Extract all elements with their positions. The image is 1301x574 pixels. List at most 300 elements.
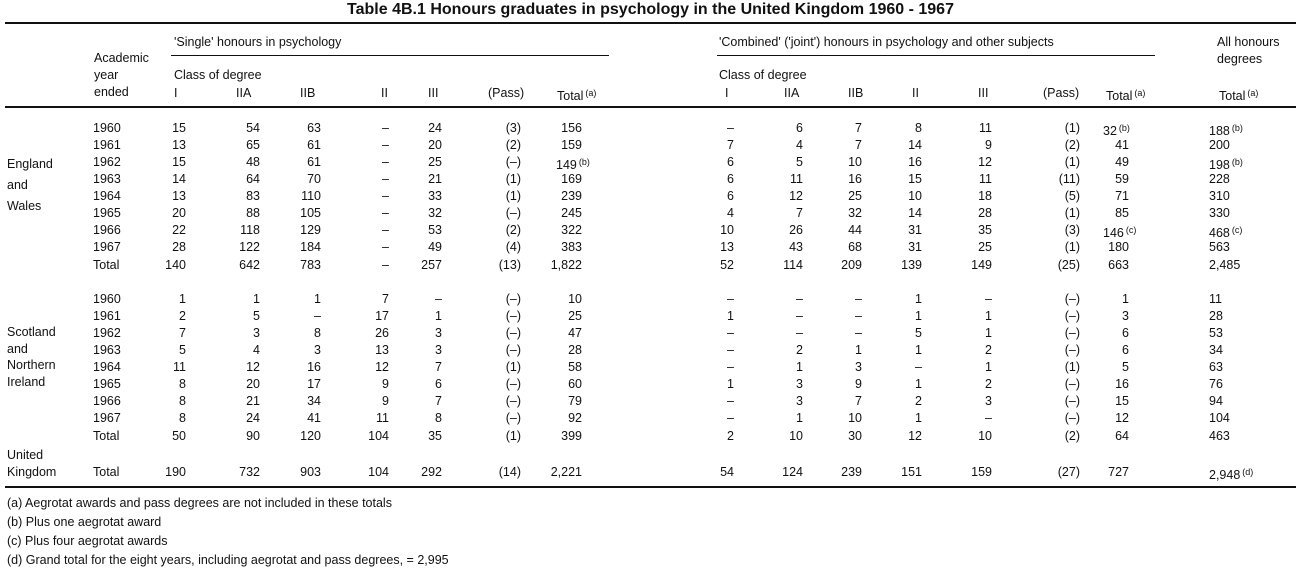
year-cell: 1962 xyxy=(93,155,121,169)
cell-value: 6 xyxy=(727,155,734,169)
cell-value: 2,948 xyxy=(1209,468,1241,482)
combined-cell xyxy=(901,465,922,479)
cell-value: 11 xyxy=(173,360,186,374)
cell-value: 49 xyxy=(428,240,442,254)
combined-cell xyxy=(1059,172,1080,186)
cell-value: (2) xyxy=(1064,429,1080,443)
cell-value: 105 xyxy=(300,206,321,220)
cell-value: 1 xyxy=(985,309,992,323)
cell-value: 26 xyxy=(375,326,389,340)
combined-cell xyxy=(901,258,922,272)
cell-value: 239 xyxy=(561,189,582,203)
all-honours-cell xyxy=(1209,240,1230,254)
cell-value: 2 xyxy=(796,343,803,357)
single-cell xyxy=(239,240,260,254)
single-cell xyxy=(506,189,521,203)
cell-value: 26 xyxy=(789,223,803,237)
combined-cell xyxy=(727,326,734,340)
single-cell xyxy=(568,326,582,340)
cell-value: 10 xyxy=(848,155,862,169)
all-honours-cell xyxy=(1209,138,1230,152)
all-honours-cell xyxy=(1209,326,1223,340)
cell-value: 2 xyxy=(915,394,922,408)
single-cell xyxy=(307,411,321,425)
cell-value: 59 xyxy=(1115,172,1129,186)
cell-value: – xyxy=(727,326,734,340)
single-cell xyxy=(300,465,321,479)
combined-cell xyxy=(1065,411,1080,425)
cell-value: 1 xyxy=(314,292,321,306)
single-cell xyxy=(314,292,321,306)
year-cell: 1960 xyxy=(93,121,121,135)
single-cell xyxy=(556,155,590,172)
cell-value: 156 xyxy=(561,121,582,135)
cell-value: 1 xyxy=(796,360,803,374)
cell-value: (1) xyxy=(1064,206,1080,220)
single-cell xyxy=(246,172,260,186)
combined-cell xyxy=(985,292,992,306)
top-rule xyxy=(5,22,1296,24)
single-col-header-1 xyxy=(236,86,251,100)
year-cell: Total xyxy=(93,429,120,443)
cell-value: 463 xyxy=(1209,429,1230,443)
cell-value: 61 xyxy=(307,138,321,152)
cell-value: 92 xyxy=(568,411,582,425)
combined-cell xyxy=(855,326,862,340)
combined-cell xyxy=(727,309,734,323)
region-label: Scotland xyxy=(7,325,56,339)
cell-value: 399 xyxy=(561,429,582,443)
cell-value: 3 xyxy=(855,360,862,374)
single-cell xyxy=(246,155,260,169)
cell-value: 180 xyxy=(1108,240,1129,254)
single-cell xyxy=(300,206,321,220)
cell-value: 9 xyxy=(382,394,389,408)
cell-value: 15 xyxy=(908,172,922,186)
cell-value: (3) xyxy=(1064,223,1080,237)
cell-value: 7 xyxy=(855,394,862,408)
combined-cell xyxy=(848,172,862,186)
single-cell xyxy=(246,377,260,391)
single-cell xyxy=(368,429,389,443)
combined-cell xyxy=(1115,189,1129,203)
combined-cell xyxy=(848,223,862,237)
region-label: United xyxy=(7,448,44,462)
cell-value: 1 xyxy=(253,292,260,306)
single-cell xyxy=(506,138,521,152)
combined-cell xyxy=(979,121,992,135)
single-cell xyxy=(499,465,521,479)
region-label: Ireland xyxy=(7,375,46,389)
year-cell: 1967 xyxy=(93,240,121,254)
combined-cell xyxy=(1065,138,1080,152)
cell-value: 4 xyxy=(727,206,734,220)
cell-value: 15 xyxy=(172,121,186,135)
combined-cell xyxy=(1115,138,1129,152)
cell-value: 1 xyxy=(985,360,992,374)
combined-cell xyxy=(796,138,803,152)
combined-cell xyxy=(985,411,992,425)
combined-cell xyxy=(848,189,862,203)
combined-cell xyxy=(848,206,862,220)
single-cell xyxy=(307,172,321,186)
single-cell xyxy=(435,309,442,323)
single-cell xyxy=(246,138,260,152)
cell-value: (–) xyxy=(1064,292,1080,306)
single-cell xyxy=(240,223,260,237)
combined-cell xyxy=(841,465,862,479)
single-cell xyxy=(428,189,442,203)
cell-value: 104 xyxy=(1209,411,1230,425)
single-cell xyxy=(435,394,442,408)
cell-value: (1) xyxy=(1064,155,1080,169)
single-cell xyxy=(561,240,582,254)
cell-note: (c) xyxy=(1231,225,1243,235)
single-cell xyxy=(300,223,321,237)
all-honours-cell xyxy=(1209,360,1223,374)
single-cell xyxy=(307,138,321,152)
cell-value: – xyxy=(727,411,734,425)
cell-value: – xyxy=(382,138,389,152)
single-cell xyxy=(382,377,389,391)
year-cell: 1960 xyxy=(93,292,121,306)
combined-cell xyxy=(789,189,803,203)
single-cell xyxy=(568,411,582,425)
combined-cell xyxy=(848,411,862,425)
single-cell xyxy=(179,292,186,306)
combined-cell xyxy=(908,223,922,237)
single-cell xyxy=(499,258,521,272)
table-title: Table 4B.1 Honours graduates in psychology in the United Kingdom 1960 - 1967 xyxy=(347,1,954,18)
combined-cell xyxy=(1115,394,1129,408)
single-col-header-text: (Pass) xyxy=(488,86,525,100)
cell-value: 53 xyxy=(428,223,442,237)
cell-value: 146 xyxy=(1103,226,1124,240)
combined-cell xyxy=(1065,343,1080,357)
cell-value: (13) xyxy=(498,258,521,272)
combined-cell xyxy=(908,172,922,186)
combined-cell xyxy=(978,189,992,203)
cell-value: (1) xyxy=(1064,121,1080,135)
single-col-header-0 xyxy=(174,86,177,100)
year-cell: 1967 xyxy=(93,411,121,425)
combined-col-header-text: IIA xyxy=(784,86,800,100)
cell-value: 12 xyxy=(789,189,803,203)
cell-value: (–) xyxy=(505,394,521,408)
cell-value: 8 xyxy=(179,377,186,391)
combined-col-header-text: (Pass) xyxy=(1043,86,1080,100)
footnote: (b) Plus one aegrotat award xyxy=(7,515,162,529)
cell-value: 54 xyxy=(720,465,734,479)
combined-cell xyxy=(915,343,922,357)
cell-value: 24 xyxy=(428,121,442,135)
cell-value: 4 xyxy=(253,343,260,357)
cell-value: 11 xyxy=(1209,292,1222,306)
combined-cell xyxy=(796,360,803,374)
combined-cell xyxy=(855,343,862,357)
cell-value: – xyxy=(435,292,442,306)
single-cell xyxy=(382,292,389,306)
cell-value: 53 xyxy=(1209,326,1223,340)
cell-value: 1 xyxy=(796,411,803,425)
cell-value: 322 xyxy=(561,223,582,237)
single-col-header-text: IIA xyxy=(236,86,252,100)
single-cell xyxy=(179,411,186,425)
single-cell xyxy=(435,360,442,374)
region-label: and xyxy=(7,342,28,356)
cell-value: 1,822 xyxy=(550,258,582,272)
combined-cell xyxy=(985,343,992,357)
combined-cell xyxy=(908,189,922,203)
combined-cell xyxy=(727,429,734,443)
combined-cell xyxy=(1108,465,1129,479)
cell-value: 1 xyxy=(727,309,734,323)
single-cell xyxy=(561,138,582,152)
cell-value: 44 xyxy=(848,223,862,237)
combined-group-rule xyxy=(717,55,1155,56)
combined-cell xyxy=(1058,465,1080,479)
cell-value: 64 xyxy=(246,172,260,186)
all-honours-cell xyxy=(1209,309,1223,323)
single-cell xyxy=(551,465,582,479)
single-cell xyxy=(561,206,582,220)
cell-note: (d) xyxy=(1242,467,1254,477)
cell-value: 54 xyxy=(246,121,260,135)
combined-cell xyxy=(796,206,803,220)
single-cell xyxy=(314,343,321,357)
cell-value: (25) xyxy=(1057,258,1080,272)
single-cell xyxy=(428,172,442,186)
cell-value: 7 xyxy=(435,360,442,374)
cell-value: 10 xyxy=(848,411,862,425)
single-cell xyxy=(179,309,186,323)
footnote: (c) Plus four aegrotat awards xyxy=(7,534,168,548)
combined-cell xyxy=(782,465,803,479)
cell-value: (–) xyxy=(505,155,521,169)
cell-value: 13 xyxy=(172,189,186,203)
cell-value: 10 xyxy=(978,429,992,443)
combined-cell xyxy=(789,223,803,237)
single-class-of-degree-label: Class of degree xyxy=(174,68,262,82)
single-cell xyxy=(506,223,521,237)
cell-value: 25 xyxy=(978,240,992,254)
single-honours-group-label: 'Single' honours in psychology xyxy=(174,35,342,49)
cell-value: – xyxy=(727,394,734,408)
cell-value: 7 xyxy=(796,206,803,220)
cell-value: 28 xyxy=(568,343,582,357)
cell-value: (–) xyxy=(505,326,521,340)
cell-value: (1) xyxy=(1064,360,1080,374)
cell-value: 8 xyxy=(915,121,922,135)
combined-cell xyxy=(979,172,992,186)
single-cell xyxy=(375,343,389,357)
cell-value: 188 xyxy=(1209,124,1230,138)
cell-value: 20 xyxy=(246,377,260,391)
cell-value: 663 xyxy=(1108,258,1129,272)
cell-value: 2 xyxy=(985,377,992,391)
all-col-header xyxy=(1219,86,1258,103)
combined-cell xyxy=(915,411,922,425)
cell-value: 5 xyxy=(1122,360,1129,374)
single-col-header-text: IIB xyxy=(300,86,316,100)
single-cell xyxy=(300,429,321,443)
cell-value: (1) xyxy=(505,189,521,203)
combined-col-header-text: IIB xyxy=(848,86,864,100)
year-cell: 1961 xyxy=(93,309,121,323)
combined-cell xyxy=(783,258,803,272)
cell-value: 11 xyxy=(979,172,992,186)
cell-value: (4) xyxy=(505,240,521,254)
cell-value: 17 xyxy=(375,309,389,323)
combined-cell xyxy=(796,155,803,169)
single-cell xyxy=(246,189,260,203)
single-cell xyxy=(506,394,521,408)
cell-value: 71 xyxy=(1115,189,1129,203)
cell-value: 17 xyxy=(307,377,321,391)
cell-value: 10 xyxy=(908,189,922,203)
single-col-header-text: III xyxy=(428,86,439,100)
single-cell xyxy=(382,240,389,254)
single-cell xyxy=(506,292,521,306)
cell-value: 34 xyxy=(1209,343,1223,357)
all-honours-cell xyxy=(1209,155,1243,172)
cell-value: 21 xyxy=(246,394,260,408)
single-cell xyxy=(382,258,389,272)
cell-value: 20 xyxy=(172,206,186,220)
combined-cell xyxy=(727,292,734,306)
combined-cell xyxy=(1065,189,1080,203)
all-honours-cell xyxy=(1209,429,1230,443)
cell-value: 16 xyxy=(848,172,862,186)
single-cell xyxy=(314,309,321,323)
cell-value: 184 xyxy=(300,240,321,254)
combined-cell xyxy=(855,292,862,306)
cell-value: (–) xyxy=(505,206,521,220)
cell-value: 118 xyxy=(240,223,260,237)
single-cell xyxy=(179,326,186,340)
single-cell xyxy=(307,360,321,374)
combined-cell xyxy=(789,429,803,443)
cell-value: 1 xyxy=(915,343,922,357)
cell-value: 11 xyxy=(376,411,389,425)
bottom-rule xyxy=(5,486,1296,488)
combined-cell xyxy=(855,309,862,323)
cell-value: 35 xyxy=(428,429,442,443)
single-cell xyxy=(172,121,186,135)
single-cell xyxy=(568,343,582,357)
cell-value: – xyxy=(796,292,803,306)
cell-value: (–) xyxy=(1064,343,1080,357)
single-cell xyxy=(300,240,321,254)
combined-cell xyxy=(796,309,803,323)
cell-value: 1 xyxy=(915,377,922,391)
single-cell xyxy=(428,155,442,169)
cell-value: – xyxy=(855,326,862,340)
single-cell xyxy=(253,309,260,323)
cell-value: (–) xyxy=(1064,411,1080,425)
single-cell xyxy=(435,326,442,340)
all-honours-cell xyxy=(1209,411,1230,425)
single-col-header-3 xyxy=(381,86,388,100)
combined-cell xyxy=(848,155,862,169)
single-cell xyxy=(382,172,389,186)
combined-cell xyxy=(1065,121,1080,135)
cell-value: 85 xyxy=(1115,206,1129,220)
year-cell: 1965 xyxy=(93,377,121,391)
cell-value: 12 xyxy=(1115,411,1129,425)
cell-value: 149 xyxy=(971,258,992,272)
cell-value: 64 xyxy=(1115,429,1129,443)
cell-value: 7 xyxy=(855,138,862,152)
cell-value: – xyxy=(382,189,389,203)
single-cell xyxy=(435,411,442,425)
combined-col-header-5 xyxy=(1043,86,1079,100)
cell-value: – xyxy=(915,360,922,374)
single-cell xyxy=(382,223,389,237)
year-cell: Total xyxy=(93,465,120,479)
footnote: (a) Aegrotat awards and pass degrees are not included in these totals xyxy=(7,496,392,510)
single-cell xyxy=(172,172,186,186)
single-cell xyxy=(172,206,186,220)
cell-value: 63 xyxy=(307,121,321,135)
combined-cell xyxy=(978,240,992,254)
combined-col-header-text: Total xyxy=(1106,89,1133,103)
single-cell xyxy=(165,258,186,272)
cell-value: 727 xyxy=(1108,465,1129,479)
total-note: (a) xyxy=(1247,88,1259,98)
combined-cell xyxy=(720,223,734,237)
cell-value: 169 xyxy=(561,172,582,186)
cell-value: 8 xyxy=(179,411,186,425)
cell-value: (2) xyxy=(505,138,521,152)
cell-value: 76 xyxy=(1209,377,1223,391)
cell-value: 3 xyxy=(796,377,803,391)
cell-value: 15 xyxy=(172,155,186,169)
combined-cell xyxy=(971,258,992,272)
cell-value: 120 xyxy=(300,429,321,443)
single-cell xyxy=(246,429,260,443)
combined-cell xyxy=(855,360,862,374)
combined-cell xyxy=(1115,377,1129,391)
year-cell: 1961 xyxy=(93,138,121,152)
combined-cell xyxy=(1058,258,1080,272)
cell-value: 732 xyxy=(239,465,260,479)
cell-value: 12 xyxy=(908,429,922,443)
cell-value: 21 xyxy=(428,172,442,186)
single-group-rule xyxy=(171,55,609,56)
combined-cell xyxy=(1122,292,1129,306)
cell-value: 79 xyxy=(568,394,582,408)
cell-value: 903 xyxy=(300,465,321,479)
all-honours-cell xyxy=(1209,343,1223,357)
combined-cell xyxy=(855,121,862,135)
cell-value: 114 xyxy=(783,258,803,272)
cell-value: 2,221 xyxy=(550,465,582,479)
year-cell: 1966 xyxy=(93,223,121,237)
cell-note: (c) xyxy=(1125,225,1137,235)
combined-cell xyxy=(790,172,803,186)
cell-value: 104 xyxy=(368,465,389,479)
cell-value: 2,485 xyxy=(1209,258,1241,272)
single-cell xyxy=(179,343,186,357)
cell-value: 25 xyxy=(428,155,442,169)
cell-value: – xyxy=(382,240,389,254)
header-rule xyxy=(5,106,1296,108)
all-honours-cell xyxy=(1209,172,1230,186)
single-cell xyxy=(172,155,186,169)
combined-cell xyxy=(908,429,922,443)
cell-value: 33 xyxy=(428,189,442,203)
